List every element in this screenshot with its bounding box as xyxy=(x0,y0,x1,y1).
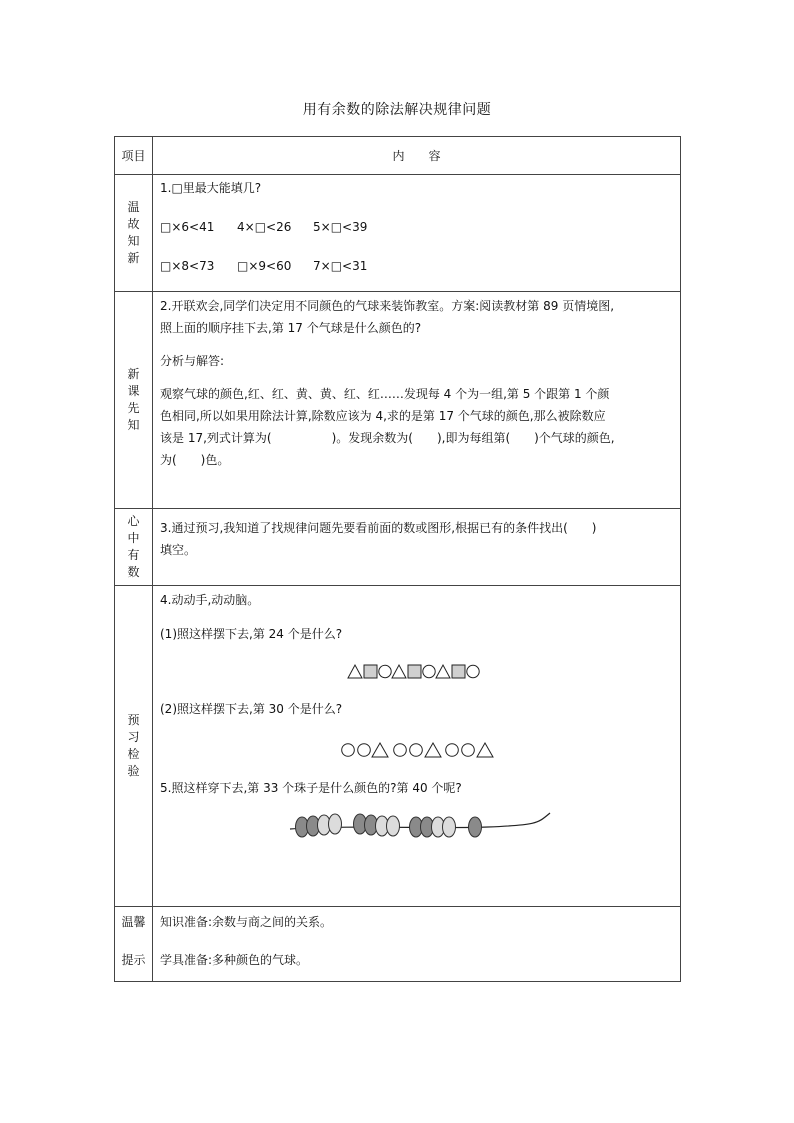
row-review xyxy=(115,175,681,292)
bead xyxy=(387,816,400,836)
square-shape xyxy=(364,665,377,678)
row-label-review: 温故知新 xyxy=(127,200,140,265)
page-title: 用有余数的除法解决规律问题 xyxy=(302,102,492,118)
inequality: □×6<41 xyxy=(160,220,215,234)
analysis-line-3: 该是 17,列式计算为( )。发现余数为( ),即为每组第( )个气球的颜色, xyxy=(160,431,615,445)
row-self-check xyxy=(115,586,681,907)
question-5: 5.照这样穿下去,第 33 个珠子是什么颜色的?第 40 个呢? xyxy=(160,781,462,795)
triangle-shape xyxy=(477,743,493,757)
square-shape xyxy=(408,665,421,678)
worksheet-table xyxy=(114,136,681,982)
triangle-shape xyxy=(392,665,406,678)
circle-shape xyxy=(358,744,371,757)
row-summary xyxy=(115,509,681,586)
row-label-summary: 心中有数 xyxy=(127,514,140,579)
row-new-lesson xyxy=(115,292,681,509)
question-4-1: (1)照这样摆下去,第 24 个是什么? xyxy=(160,627,343,641)
circle-shape xyxy=(342,744,355,757)
bead xyxy=(443,817,456,837)
inequality: □×9<60 xyxy=(237,259,292,273)
tip-knowledge: 知识准备:余数与商之间的关系。 xyxy=(160,915,333,929)
triangle-shape xyxy=(372,743,388,757)
square-shape xyxy=(452,665,465,678)
inequality: 4×□<26 xyxy=(237,220,292,234)
row-tips xyxy=(115,907,681,982)
header-content: 内 容 xyxy=(392,148,441,163)
header-item: 项目 xyxy=(121,148,146,163)
question-3-line-1: 3.通过预习,我知道了找规律问题先要看前面的数或图形,根据已有的条件找出( ) xyxy=(160,521,597,535)
header-row xyxy=(115,137,681,175)
analysis-line-1: 观察气球的颜色,红、红、黄、黄、红、红……发现每 4 个为一组,第 5 个跟第 1 个颜 xyxy=(160,387,610,401)
analysis-label: 分析与解答: xyxy=(160,354,225,368)
triangle-shape xyxy=(425,743,441,757)
shape-sequence-1-figure xyxy=(347,662,487,680)
triangle-shape xyxy=(348,665,362,678)
triangle-shape xyxy=(436,665,450,678)
shape-sequence-1 xyxy=(160,662,680,682)
question-1: 1.□里最大能填几? xyxy=(160,181,262,195)
bead xyxy=(329,814,342,834)
circle-shape xyxy=(423,665,435,677)
inequality: 7×□<31 xyxy=(313,259,368,273)
analysis-line-2: 色相同,所以如果用除法计算,除数应该为 4,求的是第 17 个气球的颜色,那么被除数应 xyxy=(160,409,606,423)
question-4-2: (2)照这样摆下去,第 30 个是什么? xyxy=(160,702,343,716)
analysis-line-4: 为( )色。 xyxy=(160,453,230,467)
bead-string-figure xyxy=(288,805,553,845)
bead-string xyxy=(160,805,680,845)
shape-sequence-2-figure xyxy=(340,741,500,759)
question-3-line-2: 填空。 xyxy=(160,543,197,557)
question-2-line-2: 照上面的顺序挂下去,第 17 个气球是什么颜色的? xyxy=(160,321,422,335)
row-label-tips-bottom: 提示 xyxy=(121,953,146,967)
inequality: 5×□<39 xyxy=(313,220,368,234)
row-label-tips-top: 温馨 xyxy=(121,915,146,929)
tip-materials: 学具准备:多种颜色的气球。 xyxy=(160,953,309,967)
circle-shape xyxy=(394,744,407,757)
row-label-new-lesson: 新课先知 xyxy=(127,367,140,432)
circle-shape xyxy=(467,665,479,677)
circle-shape xyxy=(446,744,459,757)
inequality-row-1 xyxy=(160,218,680,236)
question-4: 4.动动手,动动脑。 xyxy=(160,593,260,607)
circle-shape xyxy=(379,665,391,677)
question-2-line-1: 2.开联欢会,同学们决定用不同颜色的气球来装饰教室。方案:阅读教材第 89 页情境图, xyxy=(160,299,615,313)
inequality-row-2 xyxy=(160,257,680,275)
circle-shape xyxy=(462,744,475,757)
shape-sequence-2 xyxy=(160,741,680,759)
bead xyxy=(469,817,482,837)
row-label-self-check: 预习检验 xyxy=(127,713,140,778)
circle-shape xyxy=(410,744,423,757)
inequality: □×8<73 xyxy=(160,259,215,273)
